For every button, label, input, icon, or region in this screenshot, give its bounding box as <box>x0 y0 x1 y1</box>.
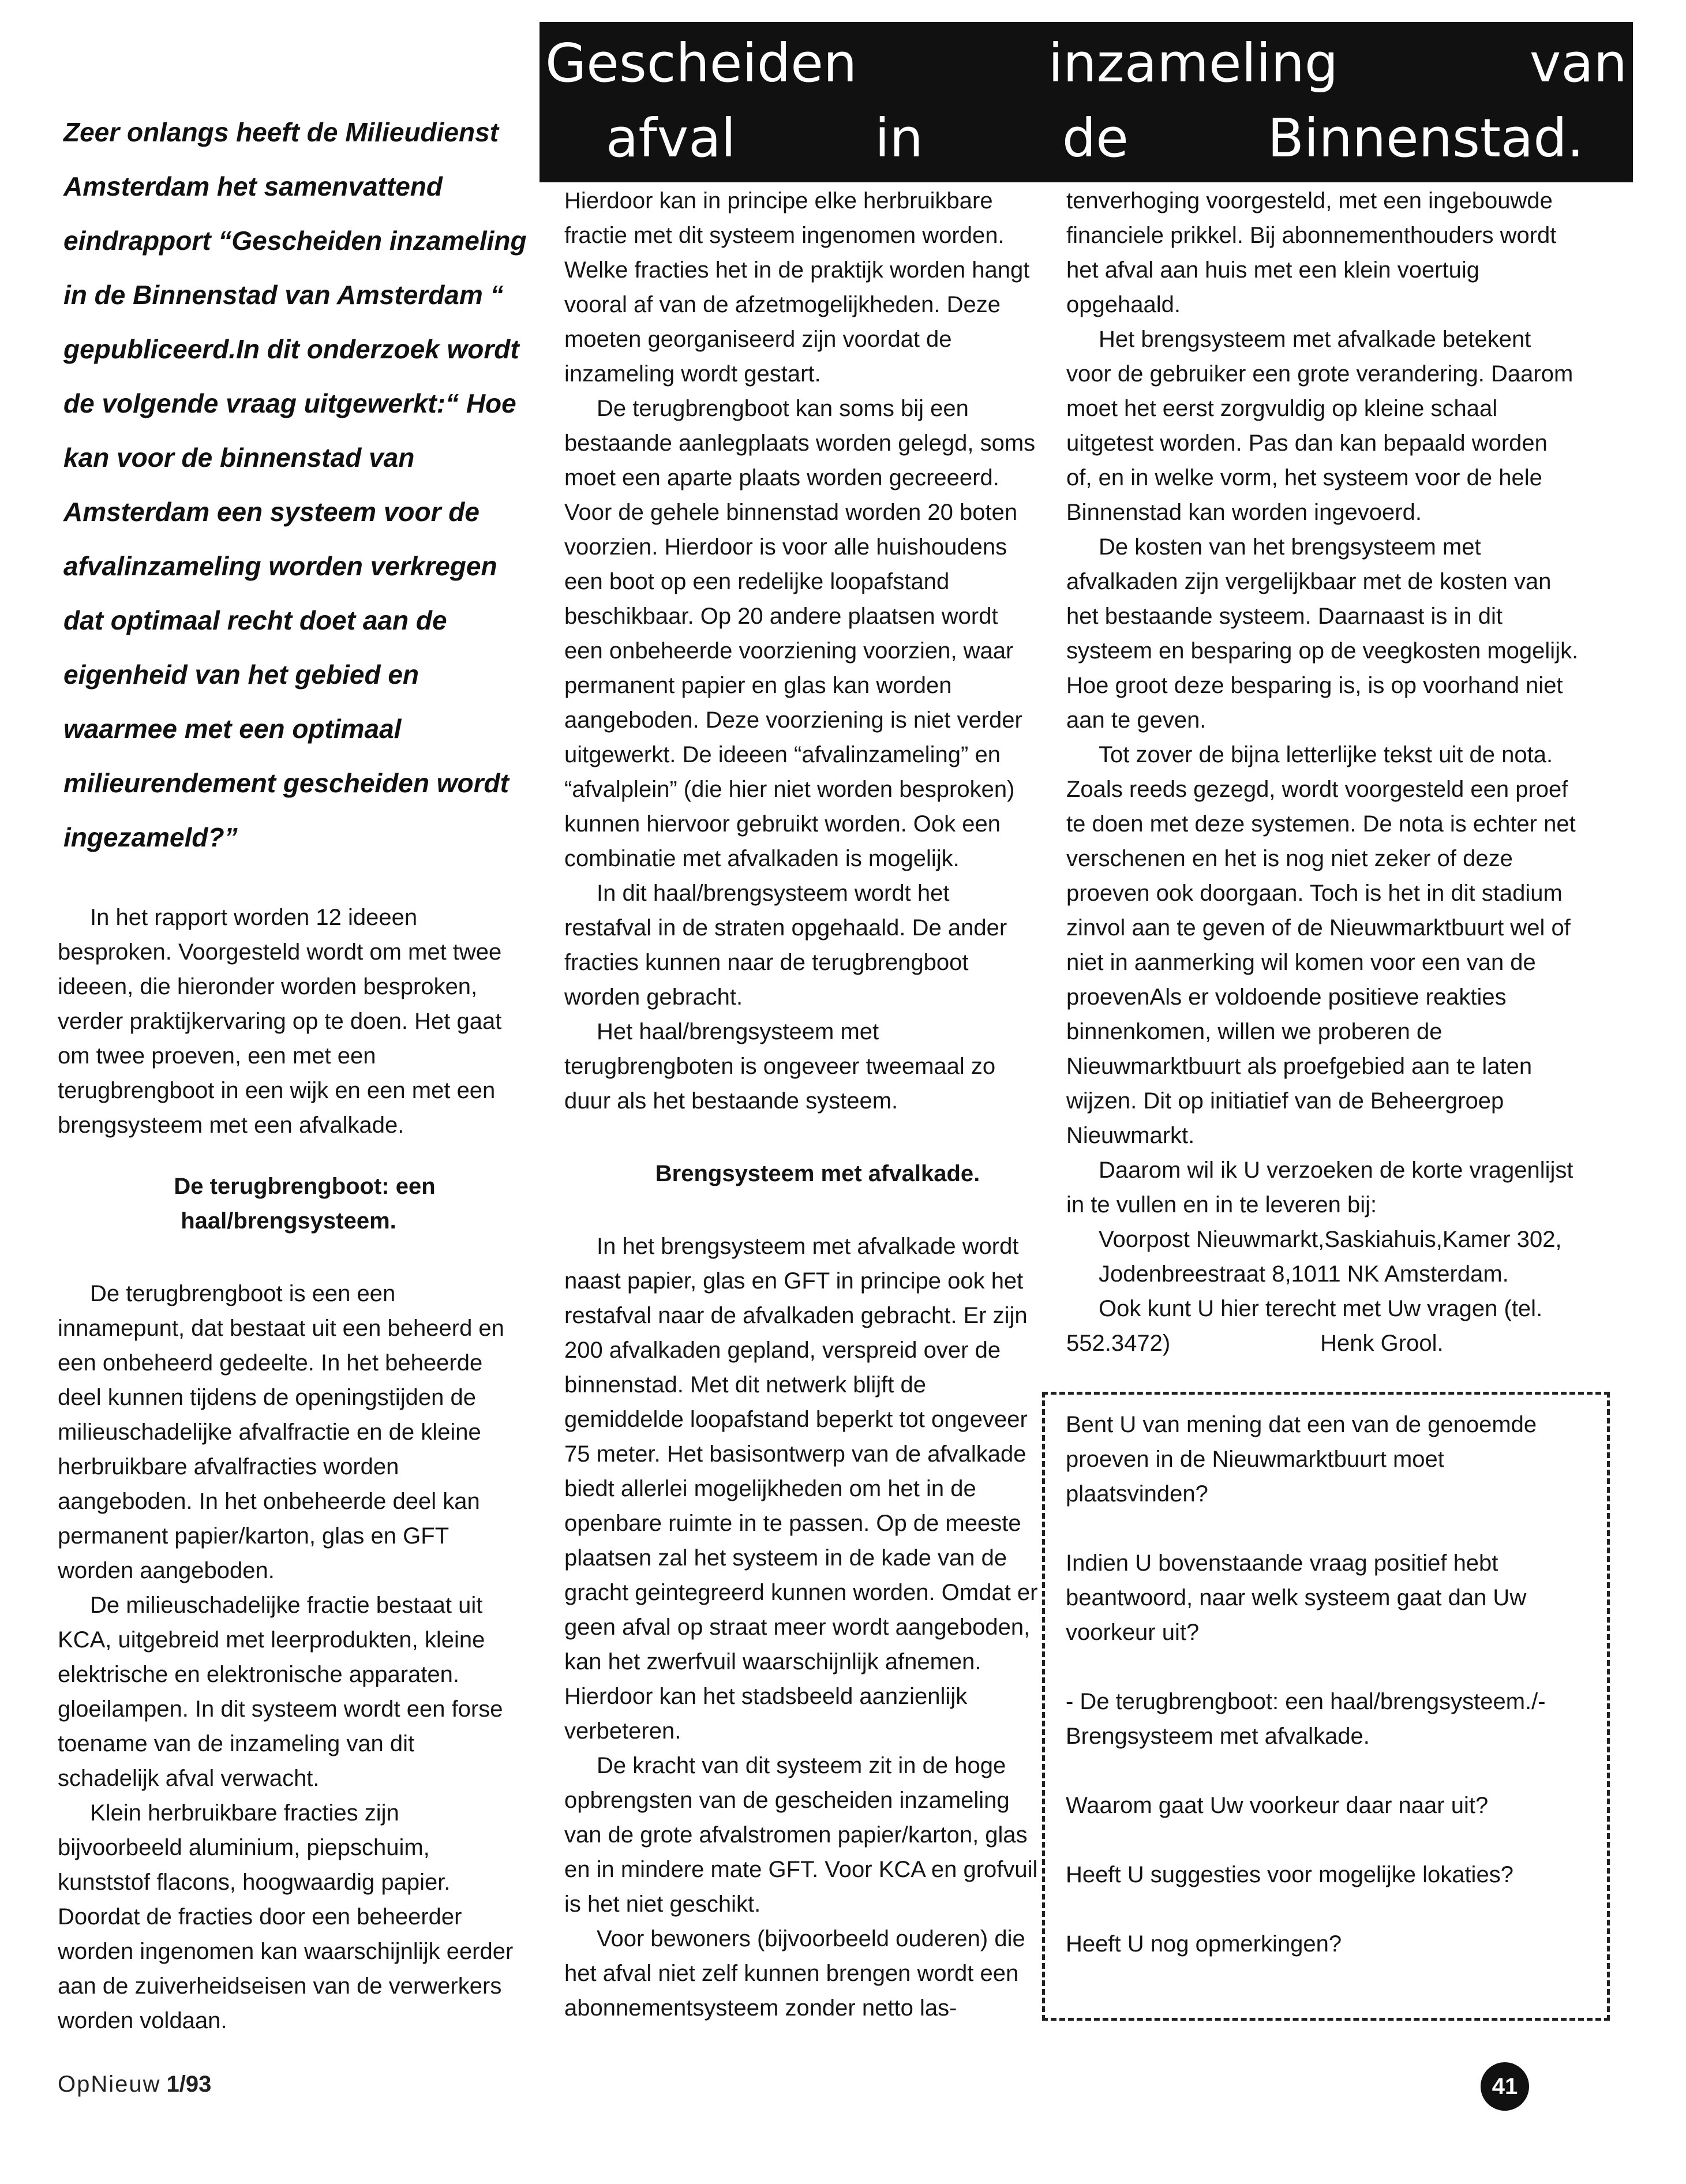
col3-paragraph-1: tenverhoging voorgesteld, met een ingebouwde financiele prikkel. Bij abonnementhouders wordt het afval aan huis met een klein voertuig opgehaald. <box>1066 188 1557 317</box>
col2-paragraph-2: De terugbrengboot kan soms bij een bestaande aanlegplaats worden gelegd, soms moet een aparte plaats worden gecreeerd. Voor de gehele binnenstad worden 20 boten voorzien. Hierdoor is voor alle huishoudens een boot op een redelijke loopafstand beschikbaar. Op 20 andere plaatsen wordt een onbeheerde voorziening voorzien, waar permanent papier en glas kan worden aangeboden. Deze voorziening is niet verder uitgewerkt. De ideeen “afvalinzameling” en “afvalplein” (die hier niet worden besproken) kunnen hiervoor gebruikt worden. Ook een combinatie met afvalkaden is mogelijk. <box>564 396 1036 871</box>
question-2: Indien U bovenstaande vraag positief hebt beantwoord, naar welk systeem gaat dan Uw voorkeur uit? <box>1066 1550 1527 1645</box>
col1-paragraph-2: De terugbrengboot is een een innamepunt, dat bestaat uit een beheerd en een onbeheerd gedeelte. In het beheerde deel kunnen tijdens de openingstijden de milieuschadelijke afvalfractie en de kleine herbruikbare afvalfracties worden aangeboden. In het onbeheerde deel kan permanent papier/karton, glas en GFT worden aangeboden. <box>58 1281 504 1583</box>
page-number-badge: 41 <box>1481 2062 1529 2111</box>
col3-contact-line <box>1066 1291 1579 1361</box>
column-1 <box>58 900 519 2038</box>
questionnaire-box <box>1042 1392 1610 2021</box>
column-3 <box>1066 183 1579 1361</box>
col3-paragraph-2: Het brengsysteem met afvalkade betekent voor de gebruiker een grote verandering. Daarom moet het eerst zorgvuldig op kleine schaal uitgetest worden. Pas dan kan bepaald worden of, en in welke vorm, het systeem voor de hele Binnenstad kan worden ingevoerd. <box>1066 327 1573 525</box>
col3-address-line-2: Jodenbreestraat 8,1011 NK Amsterdam. <box>1099 1261 1509 1287</box>
magazine-name: OpNieuw <box>58 2071 161 2097</box>
footer-magazine <box>58 2071 211 2097</box>
col3-address-line-1: Voorpost Nieuwmarkt,Saskiahuis,Kamer 302, <box>1099 1227 1562 1252</box>
question-5: Heeft U suggesties voor mogelijke lokaties? <box>1066 1862 1513 1887</box>
question-options: - De terugbrengboot: een haal/brengsysteem./- Brengsysteem met afvalkade. <box>1066 1689 1546 1749</box>
col2-paragraph-7: Voor bewoners (bijvoorbeeld ouderen) die het afval niet zelf kunnen brengen wordt een abonnementsysteem zonder netto las- <box>564 1926 1025 2021</box>
article-title-banner <box>539 22 1633 182</box>
question-6: Heeft U nog opmerkingen? <box>1066 1931 1342 1957</box>
col1-paragraph-3: De milieuschadelijke fractie bestaat uit KCA, uitgebreid met leerprodukten, kleine elektrische en elektronische apparaten. gloeilampen. In dit systeem wordt een forse toename van de inzameling van dit schadelijk afval verwacht. <box>58 1593 503 1791</box>
col2-paragraph-3: In dit haal/brengsysteem wordt het restafval in de straten opgehaald. De ander fracties kunnen naar de terugbrengboot worden gebracht. <box>564 881 1007 1010</box>
col1-paragraph-1: In het rapport worden 12 ideeen besproken. Voorgesteld wordt om met twee ideeen, die hieronder worden besproken, verder praktijkervaring op te doen. Het gaat om twee proeven, een met een terugbrengboot in een wijk en een met een brengsysteem met een afvalkade. <box>58 905 502 1138</box>
author-signature: Henk Grool. <box>1320 1331 1444 1356</box>
col2-paragraph-6: De kracht van dit systeem zit in de hoge opbrengsten van de gescheiden inzameling van de grote afvalstromen papier/karton, glas en in mindere mate GFT. Voor KCA en grofvuil is het niet geschikt. <box>564 1753 1038 1917</box>
col2-paragraph-5: In het brengsysteem met afvalkade wordt naast papier, glas en GFT in principe ook het restafval naar de afvalkaden gebracht. Er zijn 200 afvalkaden gepland, verspreid over de binnenstad. Met dit netwerk blijft de gemiddelde loopafstand beperkt tot ongeveer 75 meter. Het basisontwerp van de afvalkade biedt allerlei mogelijkheden om het in de openbare ruimte in te passen. Op de meeste plaatsen zal het systeem in de kade van de gracht geintegreerd kunnen worden. Omdat er geen afval op straat meer wordt aangeboden, kan het zwerfvuil waarschijnlijk afnemen. Hierdoor kan het stadsbeeld aanzienlijk verbeteren. <box>564 1234 1038 1744</box>
article-title-line-1: Gescheiden inzameling van <box>545 32 1627 94</box>
question-1: Bent U van mening dat een van de genoemde proeven in de Nieuwmarktbuurt moet plaatsvinden? <box>1066 1412 1537 1507</box>
column-2 <box>564 183 1039 2025</box>
col3-contact: Ook kunt U hier terecht met Uw vragen (tel. 552.3472) <box>1066 1296 1543 1356</box>
col3-paragraph-5: Daarom wil ik U verzoeken de korte vragenlijst in te vullen en in te leveren bij: <box>1066 1157 1573 1218</box>
col2-paragraph-4: Het haal/brengsysteem met terugbrengboten is ongeveer tweemaal zo duur als het bestaande systeem. <box>564 1019 996 1114</box>
question-4: Waarom gaat Uw voorkeur daar naar uit? <box>1066 1793 1489 1818</box>
col2-paragraph-1: Hierdoor kan in principe elke herbruikbare fractie met dit systeem ingenomen worden. Welke fracties het in de praktijk worden hangt vooral af van de afzetmogelijkheden. Deze moeten georganiseerd zijn voordat de inzameling wordt gestart. <box>564 188 1030 387</box>
col3-paragraph-3: De kosten van het brengsysteem met afvalkaden zijn vergelijkbaar met de kosten van het bestaande systeem. Daarnaast is in dit systeem en besparing op de veegkosten mogelijk. Hoe groot deze besparing is, is op voorhand niet aan te geven. <box>1066 534 1579 733</box>
col3-paragraph-4: Tot zover de bijna letterlijke tekst uit de nota. Zoals reeds gezegd, wordt voorgesteld een proef te doen met deze systemen. De nota is echter net verschenen en het is nog niet zeker of deze proeven ook doorgaan. Toch is het in dit stadium zinvol aan te geven of de Nieuwmarktbuurt wel of niet in aanmerking wil komen voor een van de proevenAls er voldoende positieve reakties binnenkomen, willen we proberen de Nieuwmarktbuurt als proefgebied aan te laten wijzen. Dit op initiatief van de Beheergroep Nieuwmarkt. <box>1066 742 1576 1148</box>
section-heading-brengsysteem: Brengsysteem met afvalkade. <box>655 1161 980 1186</box>
intro-lead: Zeer onlangs heeft de Milieudienst Amsterdam het samenvattend eindrapport “Gescheiden inzameling in de Binnenstad van Amsterdam “ gepubliceerd.In dit onderzoek wordt de volgende vraag uitgewerkt:“ Hoe kan voor de binnenstad van Amsterdam een systeem voor de afvalinzameling worden verkregen dat optimaal recht doet aan de eigenheid van het gebied en waarmee met een optimaal milieurendement gescheiden wordt ingezameld?” <box>63 117 527 852</box>
col1-paragraph-4: Klein herbruikbare fracties zijn bijvoorbeeld aluminium, piepschuim, kunststof flacons, hoogwaardig papier. Doordat de fracties door een beheerder worden ingenomen kan waarschijnlijk eerder aan de zuiverheidseisen van de verwerkers worden voldaan. <box>58 1800 514 2033</box>
issue-number: 1/93 <box>166 2071 212 2097</box>
article-title-line-2: afval in de Binnenstad. <box>606 107 1584 169</box>
section-heading-terugbrengboot: De terugbrengboot: een haal/brengsysteem. <box>174 1174 436 1234</box>
